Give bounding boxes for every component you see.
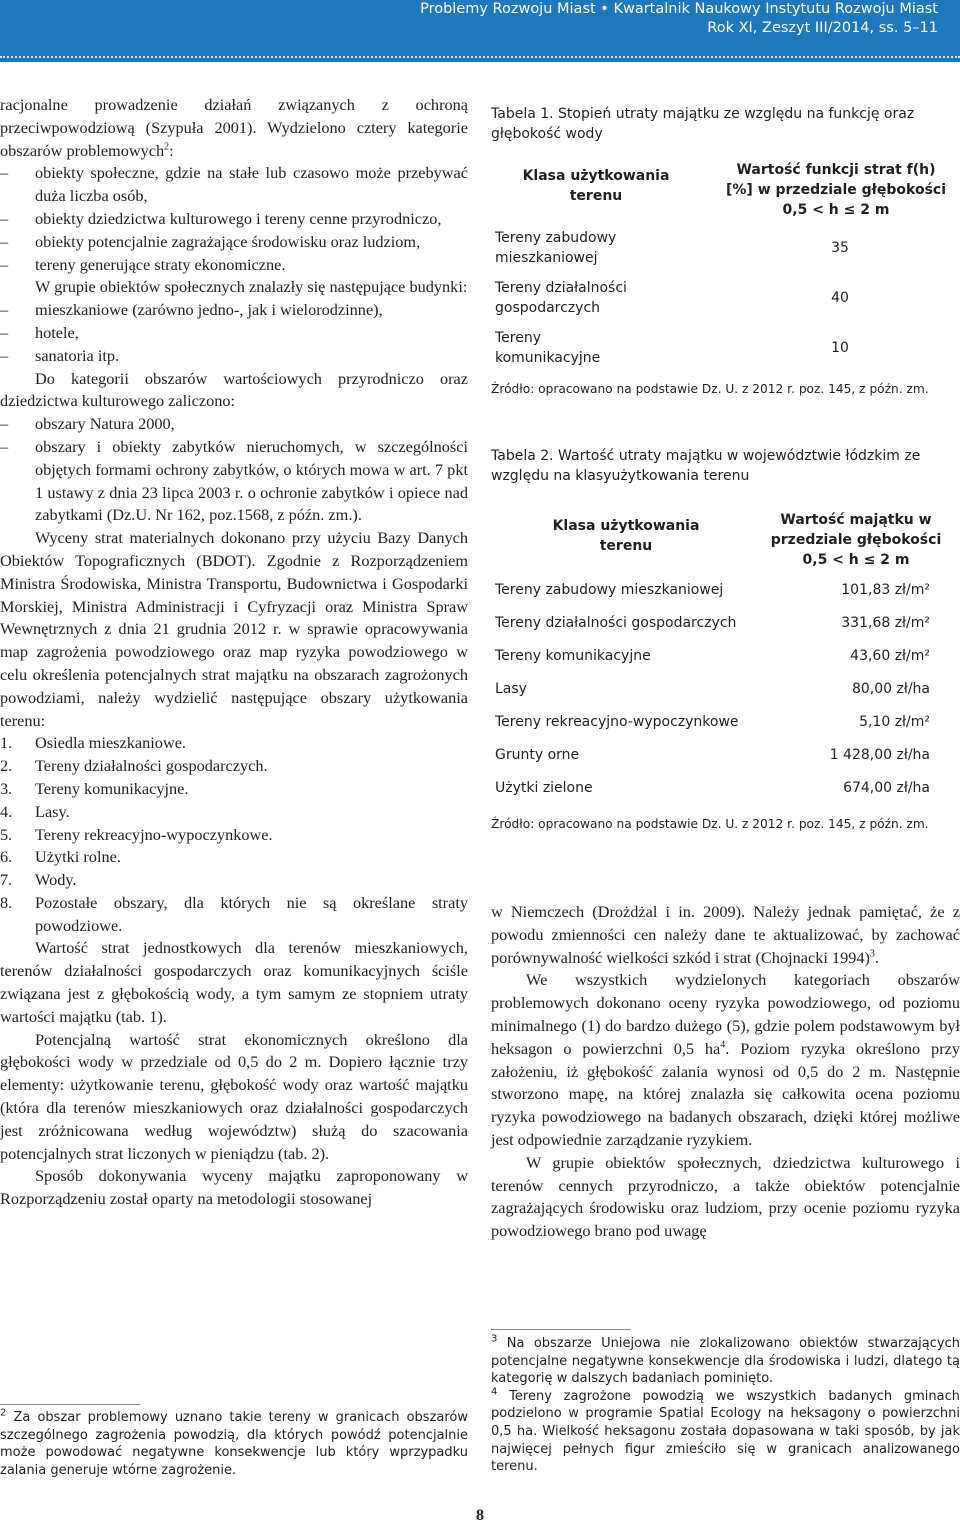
bdot-paragraph: Wyceny strat materialnych dokonano przy użyciu Bazy Danych Obiektów Topograficznych (BDOT). Zgodnie z Rozporządzeniem Ministra Środowiska, Ministra Transportu, Budownictwa i Gospodarki Morskiej, Ministra Administracji i Cyfryzacji oraz Ministra Spraw Wewnętrznych z dnia 21 grudnia 2012 r. w sprawie opracowywania map zagrożenia powodziowego oraz map ryzyka powodziowego w celu określenia potencjalnych strat majątku na obszarach zagrożonych powodziami, należy wydzielić następujące obszary użytkowania terenu: bbox=[0, 528, 468, 730]
footnote-ref-2[interactable]: 2 bbox=[164, 141, 170, 153]
header-dotted-rule bbox=[0, 56, 960, 58]
category-item: – obiekty dziedzictwa kulturowego i tereny cenne przyrodniczo, bbox=[0, 208, 468, 231]
journal-title: Problemy Rozwoju Miast • Kwartalnik Naukowy Instytutu Rozwoju Miast bbox=[420, 1, 938, 17]
footnote-4: $^4$ Tereny zagrożone powodzią we wszystkich badanych gminach podzielono w programie Spatial Ecology na heksagony o powierzchni 0,5 ha. Wielkość heksagonu została dopasowana w taki sposób, by jak najwięcej pełnych figur zmieściło się w granicach analizowanego terenu. bbox=[491, 1386, 960, 1475]
page-number: 8 bbox=[476, 1507, 484, 1524]
land-use-item: 8. Pozostałe obszary, dla których nie są określane straty powodziowe. bbox=[0, 892, 468, 935]
footnote-ref-4[interactable]: 4 bbox=[720, 1039, 726, 1051]
nature-item: – obszary Natura 2000, bbox=[0, 413, 468, 436]
category-item: – obiekty społeczne, gdzie na stałe lub czasowo może przebywać duża liczba osób, bbox=[0, 162, 468, 208]
right-column bbox=[491, 901, 960, 1243]
footnote-ref-3[interactable]: 3 bbox=[869, 948, 875, 960]
nature-item: – obszary i obiekty zabytków nieruchomych, w szczególności objętych formami ochrony zabytków, o których mowa w art. 7 pkt 1 ustawy z dnia 23 lipca 2003 r. o ochronie zabytków i opiece nad zabytkami (Dz.U. Nr 162, poz.1568, z późn. zm.). bbox=[0, 436, 468, 527]
building-item: – sanatoria itp. bbox=[0, 345, 468, 368]
footnote-3: $^3$ Na obszarze Uniejowa nie zlokalizowano obiektów stwarzających potencjalne negatywne konsekwencje dla środowiska i ludzi, dlatego tą kategorię w dalszych badaniach pominięto. bbox=[491, 1333, 960, 1387]
social-paragraph: W grupie obiektów społecznych znalazły się następujące budynki: bbox=[35, 277, 468, 297]
table2-col1-header: Klasa użytkowania terenu bbox=[552, 518, 700, 554]
value-paragraph: Wartość strat jednostkowych dla terenów mieszkaniowych, terenów działalności gospodarczych oraz komunikacyjnych ściśle związana jest z głębokością wody, a tym samym ze stopniem utraty wartości majątku (tab. 1). bbox=[0, 938, 468, 1026]
potential-paragraph: Potencjalną wartość strat ekonomicznych określono dla głębokości wody w przedziale od 0,5 do 2 m. Dopiero łącznie trzy elementy: użytkowanie terenu, głębokość wody oraz wartość majątku (która dla terenów mieszkaniowych oraz działalności gospodarczych jest zróżnicowana według województw) służą do szacowania potencjalnych strat liczonych w pieniądzu (tab. 2). bbox=[0, 1029, 468, 1163]
method-paragraph: Sposób dokonywania wyceny majątku zaproponowany w Rozporządzeniu został oparty na metodologii stosowanej bbox=[0, 1166, 468, 1209]
table1-source: Źródło: opracowano na podstawie Dz. U. z 2012 r. poz. 145, z późn. zm. bbox=[491, 382, 929, 396]
land-use-item: 7. Wody. bbox=[0, 870, 77, 890]
category-item: – obiekty potencjalnie zagrażające środowisku oraz ludziom, bbox=[0, 231, 468, 254]
category-item: – tereny generujące straty ekonomiczne. bbox=[0, 254, 468, 277]
table2: Klasa użytkowania terenu Wartość majątku w przedziale głębokości 0,5 < h ≤ 2 m Tereny zabudowy mieszkaniowej 101,83 zł/m² Tereny działalności gospodarczych 331,68 zł/m² Tereny komunikacyjne 43,60 zł/m² Lasy 80,00 zł/ha Tereny rekreacyjno-wypoczynkowe 5,10 zł/m² Grunty orne 1 428,00 zł/ha Użytki zielone 674,00 zł/ha bbox=[491, 500, 960, 810]
table-row: Tereny zabudowy mieszkaniowej 35 bbox=[495, 230, 849, 266]
footnote-rule bbox=[491, 1329, 631, 1330]
table1-caption: Tabela 1. Stopień utraty majątku ze względu na funkcję oraz głębokość wody bbox=[491, 106, 915, 142]
journal-header bbox=[0, 0, 960, 62]
right-paragraph-3: W grupie obiektów społecznych, dziedzictwa kulturowego i terenów cennych przyrodniczo, a także obiektów potencjalnie zagrażających środowisku oraz ludziom, przy ocenie poziomu ryzyka powodziowego brano pod uwagę bbox=[491, 1152, 960, 1241]
right-paragraph-2: We wszystkich wydzielonych kategoriach obszarów problemowych dokonano oceny ryzyka powodziowego, od poziomu minimalnego (1) do bardzo dużego (5), gdzie polem podstawowym był heksagon o powierzchni 0,5 $ha^4$. Poziom ryzyka określono przy założeniu, iż głębokość zalania wynosi od 0,5 do 2 m. Następnie stworzono mapę, na której znalazła się całkowita ocena poziomu ryzyka powodziowego na badanych obszarach, dzięki której możliwe jest odpowiednie zarządzanie ryzykiem. bbox=[491, 970, 960, 1149]
land-use-item: 5. Tereny rekreacyjno-wypoczynkowe. bbox=[0, 824, 273, 844]
building-item: – mieszkaniowe (zarówno jedno-, jak i wielorodzinne), bbox=[0, 299, 468, 322]
land-use-item: 6. Użytki rolne. bbox=[0, 847, 121, 867]
table2-caption: Tabela 2. Wartość utraty majątku w województwie łódzkim ze względu na klasyużytkowania terenu bbox=[491, 448, 921, 484]
table2-col2-header: Wartość majątku w przedziale głębokości 0,5 < h ≤ 2 m bbox=[770, 512, 942, 568]
right-paragraph-1: w Niemczech (Drożdżal i in. 2009). Należy jednak pamiętać, że z powodu zmienności cen należy dane te aktualizować, by zachować porównywalność wielkości szkód i strat (Chojnacki 1994)$^3$. bbox=[491, 902, 960, 967]
land-use-item: 1. Osiedla mieszkaniowe. bbox=[0, 733, 187, 753]
table1 bbox=[491, 150, 960, 370]
footnote-rule bbox=[0, 1404, 140, 1405]
issue-info: Rok XI, Zeszyt III/2014, ss. 5–11 bbox=[707, 20, 938, 36]
table-row: Tereny działalności gospodarczych 40 bbox=[495, 280, 849, 316]
land-use-item: 3. Tereny komunikacyjne. bbox=[0, 778, 189, 798]
table1-col1-header: Klasa użytkowania terenu bbox=[522, 168, 670, 204]
footnote-2: $^2$ Za obszar problemowy uznano takie tereny w granicach obszarów szczególnego zagrożenia powodzią, dla których powódź potencjalnie może powodować negatywne konsekwencje lub który wprzypadku zalania generuje wtórne zagrożenie. bbox=[0, 1407, 469, 1478]
table2-source: Źródło: opracowano na podstawie Dz. U. z 2012 r. poz. 145, z późn. zm. bbox=[491, 817, 929, 831]
footnotes-right bbox=[491, 1335, 960, 1476]
land-use-item: 2. Tereny działalności gospodarczych. bbox=[0, 756, 268, 776]
building-item: – hotele, bbox=[0, 322, 468, 345]
table1-col2-header: Wartość funkcji strat f(h) [%] w przedziale głębokości 0,5 < h ≤ 2 m bbox=[726, 162, 946, 218]
nature-paragraph: Do kategorii obszarów wartościowych przyrodniczo oraz dziedzictwa kulturowego zaliczono: bbox=[0, 368, 468, 411]
table-row: Tereny komunikacyjne 10 bbox=[495, 330, 849, 366]
left-column bbox=[0, 94, 468, 1211]
land-use-item: 4. Lasy. bbox=[0, 801, 70, 821]
intro-paragraph: racjonalne prowadzenie działań związanych z ochroną przeciwpowodziową (Szypuła 2001). Wydzielono cztery kategorie obszarów problemowych$^2$: bbox=[0, 95, 468, 160]
